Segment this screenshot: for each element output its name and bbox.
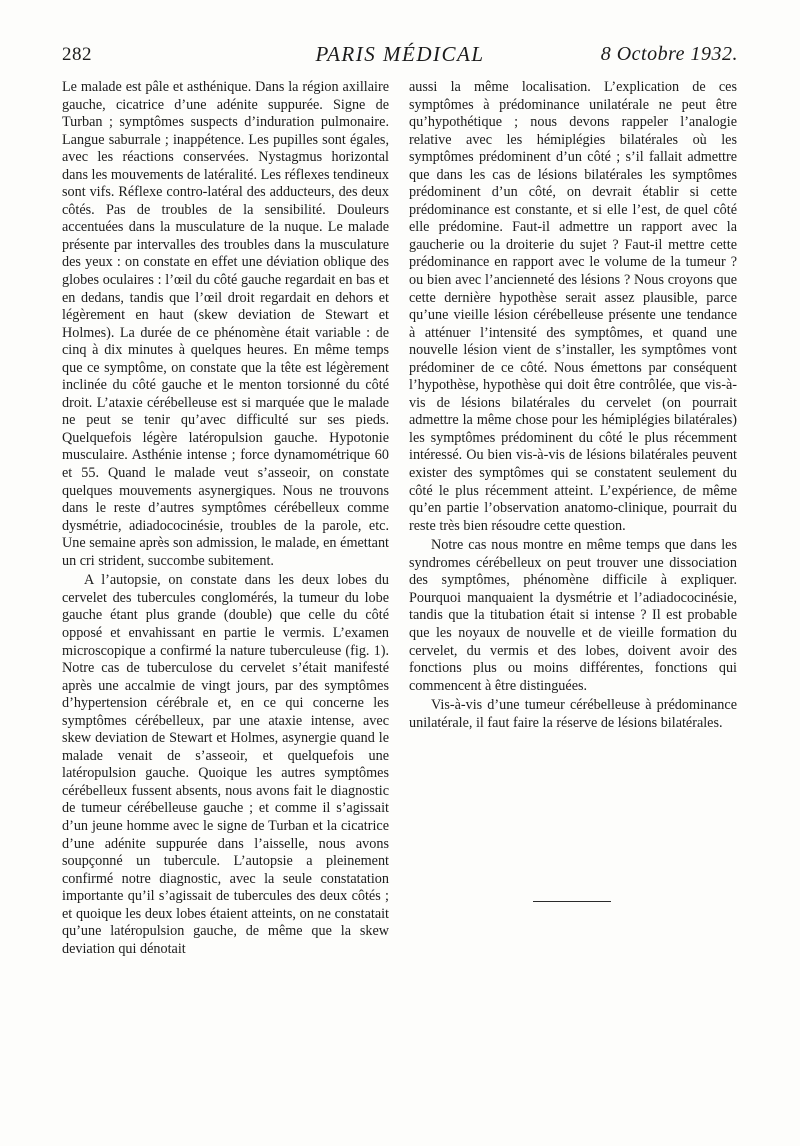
right-paragraph-3: Vis-à-vis d’une tumeur cérébelleuse à prédominance unilatérale, il faut faire la réserve de lésions bilatérales.	[409, 697, 737, 731]
page-number: 282	[62, 44, 92, 65]
right-paragraph-2: Notre cas nous montre en même temps que dans les syndromes cérébelleux on peut trouver une dissociation des symptômes, phénomène difficile à expliquer. Pourquoi manquaient la dysmétrie et l’adiadococinésie, tandis que la titubation était si intense ? Il est probable que les noyaux de nouvelle et de vieille formation du cervelet, du vermis et des lobes, doivent avoir des fonctions plus ou moins différentes, fonctions qui commencent à être distinguées.	[409, 537, 737, 694]
left-column	[62, 79, 389, 958]
right-paragraph-1: aussi la même localisation. L’explication de ces symptômes à prédominance unilatérale ne peut être qu’hypothétique ; nous devons rappeler l’analogie relative avec les hémiplégies bilatérales où les symptômes prédominent d’un côté ; s’il fallait admettre que dans les cas de lésions bilatérales les symptômes prédominent d’un côté, on devrait établir si cette prédominance est constante, et si elle l’est, de quel côté elle prédomine. Faut-il admettre un rapport avec la gaucherie ou la droiterie du sujet ? Faut-il mettre cette prédominance en rapport avec le volume de la tumeur ? ou bien avec l’ancienneté des lésions ? Nous croyons que cette dernière hypothèse serait assez plausible, parce qu’une vieille lésion cérébelleuse présente une tendance à atténuer l’intensité des symptômes, et quand une nouvelle lésion vient de s’installer, les symptômes vont prédominer de ce côté. Nous émettons par conséquent l’hypothèse, hypothèse qui doit être contrôlée, que vis-à-vis de lésions bilatérales du cervelet (on pourrait admettre la même chose pour les hémiplégies bilatérales) les symptômes prédominent du côté le plus récemment intéressé. Ou bien vis-à-vis de lésions bilatérales peuvent exister des symptômes qui se constatent seulement du côté le plus récemment atteint. L’expérience, de même qu’en partie l’observation anatomo-clinique, pourrait du reste très bien résoudre cette question.	[409, 79, 737, 534]
page-header	[62, 44, 738, 74]
journal-title: PARIS MÉDICAL	[315, 42, 485, 66]
issue-date: 8 Octobre 1932.	[600, 43, 738, 65]
end-of-article-rule	[533, 901, 611, 902]
left-paragraph-1: Le malade est pâle et asthénique. Dans la région axillaire gauche, cicatrice d’une adénite suppurée. Signe de Turban ; symptômes suspects d’induration pulmonaire. Langue saburrale ; inappétence. Les pupilles sont égales, avec les réactions conservées. Nystagmus horizontal dans les mouvements de latéralité. Les réflexes tendineux sont vifs. Réflexe contro-latéral des adducteurs, des deux côtés. Pas de troubles de la sensibilité. Douleurs accentuées dans la musculature de la nuque. Le malade présente par intervalles des troubles dans la musculature des yeux : on constate en effet une déviation oblique des globes oculaires : l’œil du côté gauche regardait en bas et en dedans, tandis que l’œil droit regardait en dehors et légèrement en haut (skew deviation de Stewart et Holmes). La durée de ce phénomène était variable : de cinq à dix minutes à quelques heures. En même temps que ce symptôme, on constate que la tête est légèrement inclinée du côté gauche et le menton torsionné du côté droit. L’ataxie cérébelleuse est si marquée que le malade ne peut se tenir qu’avec difficulté sur ses pieds. Quelquefois légère latéropulsion gauche. Hypotonie musculaire. Asthénie intense ; force dynamométrique 60 et 55. Quand le malade veut s’asseoir, on constate quelques mouvements asynergiques. Nous ne trouvons dans le reste d’autres symptômes cérébelleux comme dysmétrie, adiadococinésie, troubles de la parole, etc. Une semaine après son admission, le malade, en émettant un cri strident, succombe subitement.	[62, 79, 389, 569]
right-column	[409, 79, 737, 732]
left-paragraph-2: A l’autopsie, on constate dans les deux lobes du cervelet des tubercules conglomérés, la tumeur du lobe gauche étant plus grande (double) que celle du côté opposé et envahissant en partie le vermis. L’examen microscopique a confirmé la nature tuberculeuse (fig. 1). Notre cas de tuberculose du cervelet s’était manifesté après une accalmie de vingt jours, par des symptômes d’hypertension cérébrale et, en ce qui concerne les symptômes cérébelleux, par une ataxie intense, avec skew deviation de Stewart et Holmes, asynergie quand le malade venait de s’asseoir, et quelquefois une latéropulsion gauche. Quoique les autres symptômes cérébelleux fussent absents, nous avons fait le diagnostic de tumeur cérébelleuse gauche ; et comme il s’agissait d’un jeune homme avec le signe de Turban et la cicatrice d’une adénite suppurée dans l’aisselle, nous avons soupçonné un tubercule. L’autopsie a pleinement confirmé notre diagnostic, avec la seule constatation importante qu’il s’agissait de tubercules des deux côtés ; et quoique les deux lobes étaient atteints, on ne constatait qu’une latéropulsion gauche, de même que la skew deviation qui dénotait	[62, 572, 389, 957]
